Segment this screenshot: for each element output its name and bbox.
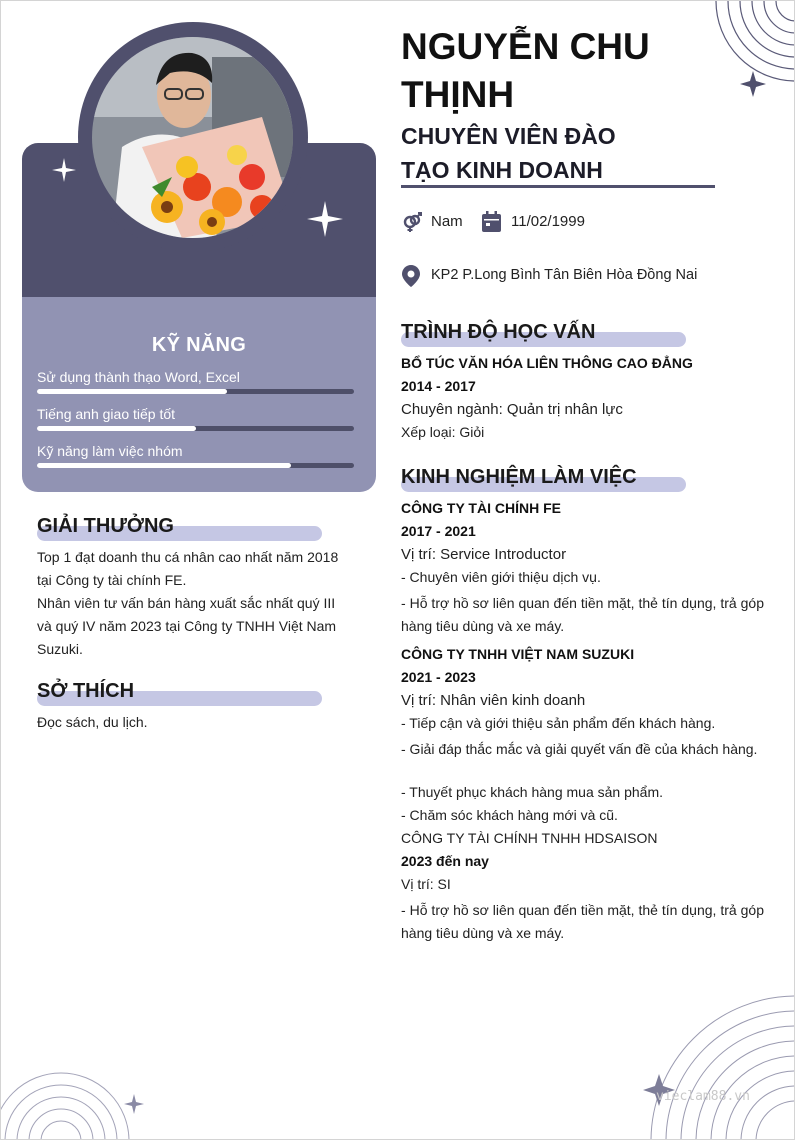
- skill-bar-fill: [37, 463, 291, 468]
- experience-heading: KINH NGHIỆM LÀM VIỆC: [401, 466, 637, 488]
- job-task: - Giải đáp thắc mắc và giải quyết vấn đề của khách hàng.: [401, 741, 758, 757]
- job-title-line: TẠO KINH DOANH: [401, 157, 603, 183]
- header-divider: [401, 185, 715, 188]
- decorative-rings-bottom-right: [641, 966, 795, 1140]
- skill-label: Sử dụng thành thạo Word, Excel: [37, 369, 240, 385]
- decorative-rings-bottom-left: [1, 1066, 151, 1140]
- job-position: Vị trí: Nhân viên kinh doanh: [401, 692, 586, 709]
- hobbies-text: Đọc sách, du lịch.: [37, 714, 148, 730]
- skill-label: Kỹ năng làm việc nhóm: [37, 443, 183, 459]
- sparkle-icon: [307, 201, 343, 237]
- calendar-icon: [481, 211, 502, 233]
- job-task: - Hỗ trợ hồ sơ liên quan đến tiền mặt, thẻ tín dụng, trả góp hàng tiêu dùng và xe máy.: [401, 595, 764, 634]
- job-position: Vị trí: SI: [401, 876, 451, 892]
- education-grade: Xếp loại: Giỏi: [401, 424, 485, 440]
- job-task: - Tiếp cận và giới thiệu sản phẩm đến khách hàng.: [401, 715, 716, 731]
- education-years: 2014 - 2017: [401, 378, 476, 394]
- watermark: vieclam88.vn: [656, 1089, 750, 1104]
- job-position: Vị trí: Service Introductor: [401, 546, 567, 563]
- awards-line: tại Công ty tài chính FE.: [37, 572, 187, 588]
- birthday-value: 11/02/1999: [511, 213, 585, 230]
- avatar: [92, 37, 293, 238]
- job-years: 2023 đến nay: [401, 853, 489, 869]
- job-company: CÔNG TY TNHH VIỆT NAM SUZUKI: [401, 646, 635, 662]
- education-major: Chuyên ngành: Quản trị nhân lực: [401, 401, 623, 418]
- name-line: NGUYỄN CHU: [401, 26, 650, 67]
- job-company: CÔNG TY TÀI CHÍNH FE: [401, 500, 561, 516]
- school-name: BỔ TÚC VĂN HÓA LIÊN THÔNG CAO ĐẲNG: [401, 355, 693, 371]
- hobbies-heading: SỞ THÍCH: [37, 680, 135, 702]
- job-company: CÔNG TY TÀI CHÍNH TNHH HDSAISON: [401, 830, 658, 846]
- sparkle-icon: [52, 158, 76, 182]
- education-heading: TRÌNH ĐỘ HỌC VẤN: [401, 321, 596, 343]
- awards-line: Top 1 đạt doanh thu cá nhân cao nhất năm 2018: [37, 549, 339, 565]
- skills-title: KỸ NĂNG: [151, 334, 247, 356]
- job-title: [401, 119, 721, 187]
- skill-bar-fill: [37, 426, 196, 431]
- name-line: THỊNH: [401, 74, 515, 115]
- job-task: - Thuyết phục khách hàng mua sản phẩm.: [401, 784, 664, 800]
- job-years: 2017 - 2021: [401, 523, 476, 539]
- skill-bar: [37, 426, 354, 431]
- skill-bar-fill: [37, 389, 227, 394]
- awards-line: Suzuki.: [37, 641, 83, 657]
- job-task: - Chăm sóc khách hàng mới và cũ.: [401, 807, 618, 823]
- skill-bar: [37, 389, 354, 394]
- location-pin-icon: [402, 265, 420, 287]
- gender-icon: [401, 211, 423, 233]
- address-value: KP2 P.Long Bình Tân Biên Hòa Đồng Nai: [431, 267, 698, 283]
- job-years: 2021 - 2023: [401, 669, 476, 685]
- job-task: - Chuyên viên giới thiệu dịch vụ.: [401, 569, 601, 585]
- full-name: [401, 23, 721, 119]
- awards-line: và quý IV năm 2023 tại Công ty TNHH Việt Nam: [37, 618, 337, 634]
- gender-value: Nam: [431, 213, 463, 230]
- awards-heading: GIẢI THƯỞNG: [37, 515, 174, 537]
- skill-label: Tiếng anh giao tiếp tốt: [37, 406, 176, 422]
- skill-bar: [37, 463, 354, 468]
- avatar-photo: [92, 37, 293, 238]
- job-task: - Hỗ trợ hồ sơ liên quan đến tiền mặt, thẻ tín dụng, trả góp hàng tiêu dùng và xe máy.: [401, 902, 764, 941]
- awards-line: Nhân viên tư vấn bán hàng xuất sắc nhất quý III: [37, 595, 336, 611]
- job-title-line: CHUYÊN VIÊN ĐÀO: [401, 123, 616, 149]
